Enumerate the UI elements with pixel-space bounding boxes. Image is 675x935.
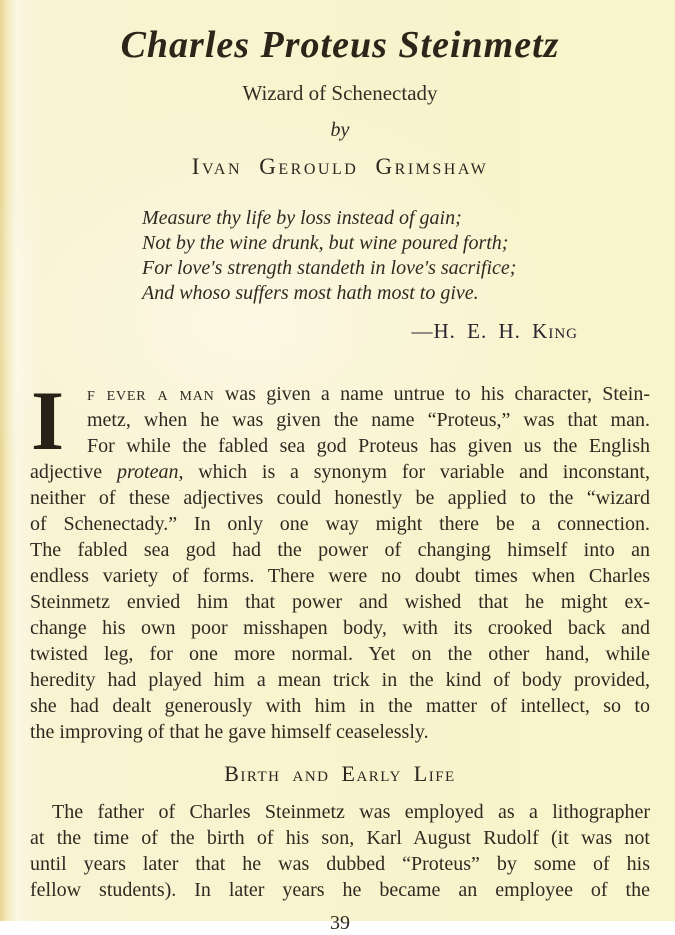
intro-line: neither of these adjectives could honestly be applied to the “wizard: [30, 487, 650, 509]
intro-line: of Schenectady.” In only one way might there be a connection.: [30, 513, 650, 535]
intro-line-last: the improving of that he gave himself ceaselessly.: [30, 721, 429, 743]
intro-line: she had dealt generously with him in the matter of intellect, so to: [30, 695, 650, 717]
page-number: 39: [330, 912, 350, 934]
page-subtitle: Wizard of Schenectady: [242, 81, 438, 105]
italic-word: protean: [116, 461, 179, 483]
intro-line: heredity had played him a mean trick in the kind of body provided,: [30, 669, 650, 691]
dropcap-block: [30, 374, 651, 468]
paragraph-line: fellow students). In later years he became an employee of the: [30, 879, 650, 901]
intro-line: twisted leg, for one more normal. Yet on the other hand, while: [30, 643, 650, 665]
intro-paragraph: [30, 374, 651, 745]
intro-line: The fabled sea god had the power of changing himself into an: [30, 539, 650, 561]
epigraph-attribution: —H. E. H. King: [411, 319, 578, 343]
epigraph-line: For love's strength standeth in love's sacrifice;: [142, 257, 517, 279]
paragraph-line: at the time of the birth of his son, Karl August Rudolf (it was not: [30, 827, 650, 849]
intro-line-text: was given a name untrue to his character, Stein-: [214, 383, 651, 405]
epigraph: [142, 206, 578, 344]
intro-line: change his own poor misshapen body, with its crooked back and: [30, 617, 650, 639]
author-name: Ivan Gerould Grimshaw: [191, 154, 489, 179]
dropcap-indented-lines: [87, 381, 650, 459]
intro-line: For while the fabled sea god Proteus has given us the English: [87, 435, 650, 457]
intro-line: [30, 459, 650, 485]
intro-line-text: adjective: [30, 461, 117, 483]
section-heading: Birth and Early Life: [224, 761, 456, 786]
byline: by: [330, 119, 350, 141]
intro-line: metz, when he was given the name “Proteus,” was that man.: [87, 409, 650, 431]
second-paragraph: [30, 799, 650, 903]
drop-cap: I: [31, 374, 65, 468]
intro-line-text: , which is a synonym for variable and inconstant,: [178, 461, 650, 483]
paragraph-line: The father of Charles Steinmetz was employed as a lithographer: [52, 801, 650, 823]
intro-line: Steinmetz envied him that power and wished that he might ex-: [30, 591, 650, 613]
epigraph-line: Measure thy life by loss instead of gain;: [142, 207, 462, 229]
intro-line: endless variety of forms. There were no doubt times when Charles: [30, 565, 650, 587]
intro-line: [87, 381, 650, 407]
page-title: Charles Proteus Steinmetz: [120, 24, 560, 66]
epigraph-line: And whoso suffers most hath most to give.: [142, 282, 479, 304]
paragraph-line: until years later that he was dubbed “Proteus” by some of his: [30, 853, 650, 875]
epigraph-line: Not by the wine drunk, but wine poured forth;: [142, 232, 509, 254]
opening-small-caps: f ever a man: [87, 383, 215, 405]
